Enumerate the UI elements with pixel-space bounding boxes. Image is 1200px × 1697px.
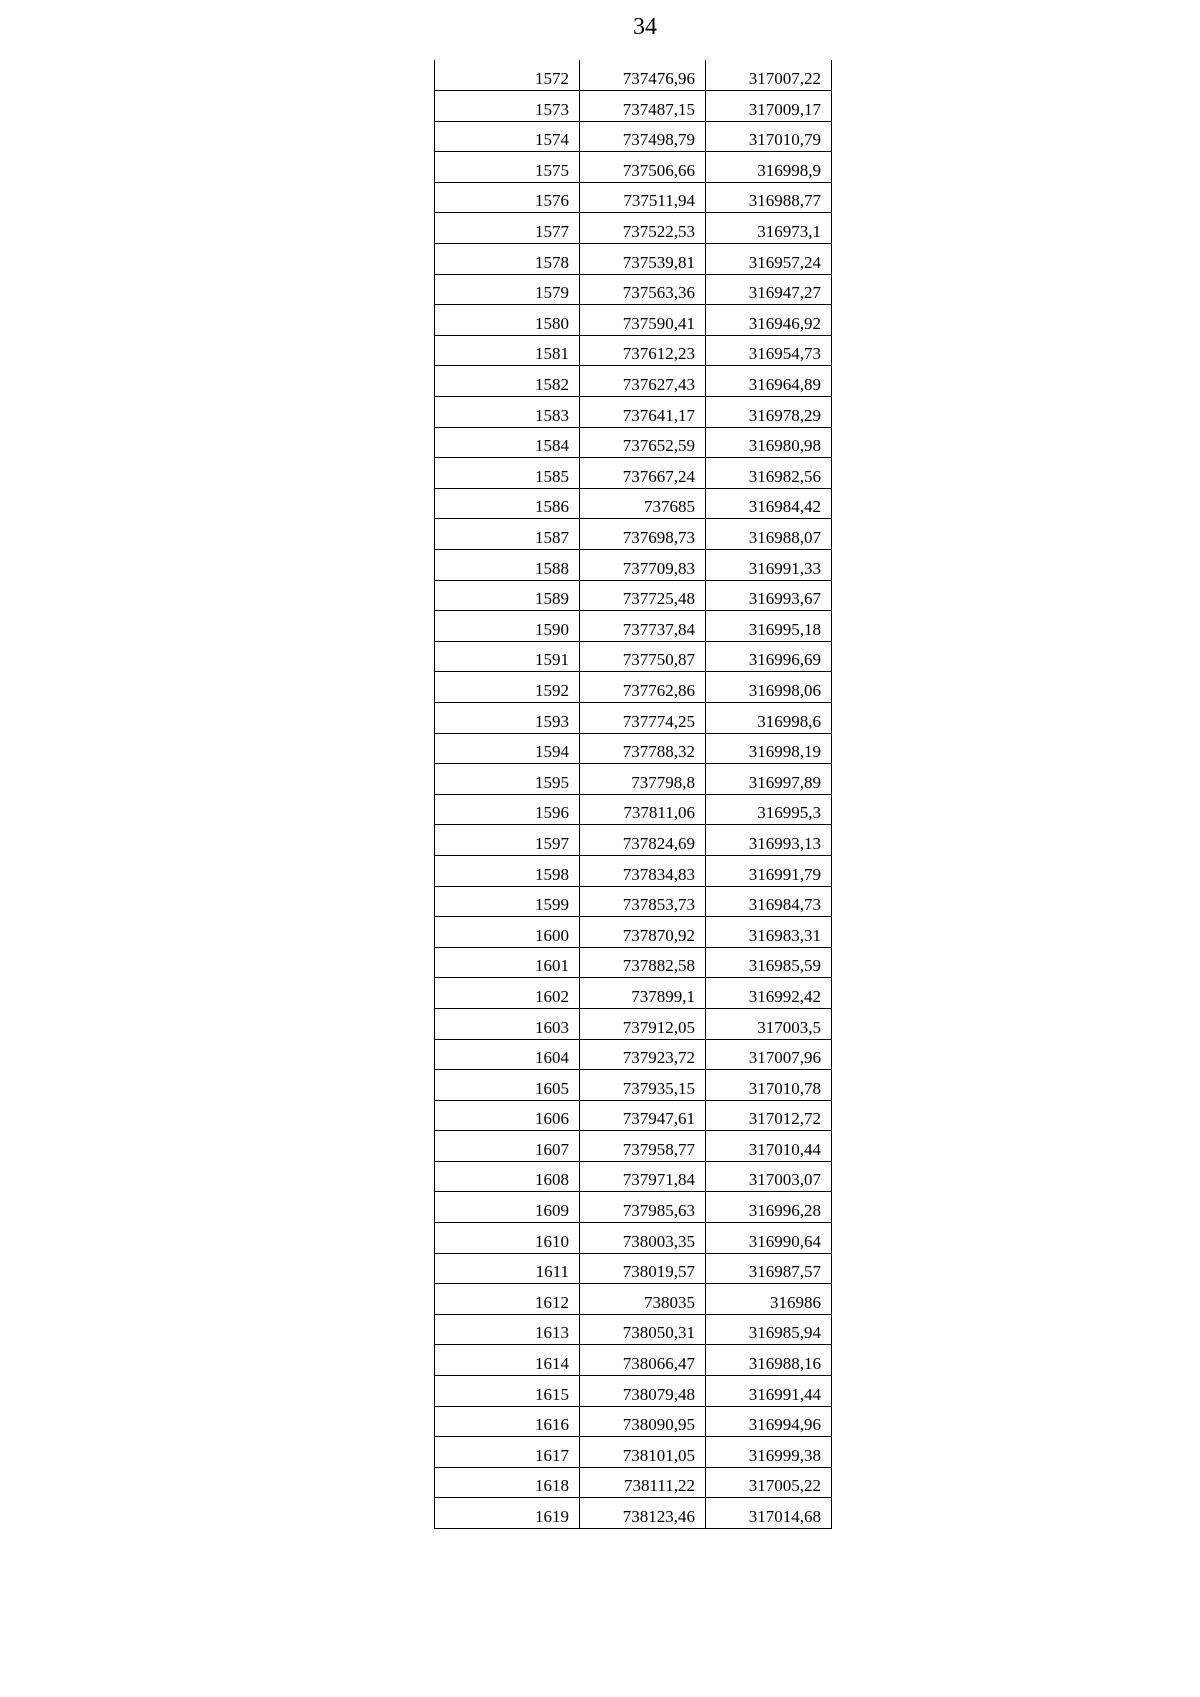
table-row [435, 335, 832, 366]
y-coordinate-cell: 317003,5 [706, 1008, 832, 1039]
point-number-cell: 1580 [435, 305, 580, 336]
x-coordinate-cell: 737725,48 [580, 580, 706, 611]
x-coordinate-cell: 737590,41 [580, 305, 706, 336]
x-coordinate-cell: 737667,24 [580, 458, 706, 489]
table-row [435, 519, 832, 550]
table-row [435, 1192, 832, 1223]
table-row [435, 366, 832, 397]
point-number-cell: 1575 [435, 152, 580, 183]
table-row [435, 1467, 832, 1498]
table-row [435, 152, 832, 183]
point-number-cell: 1572 [435, 60, 580, 91]
table-row [435, 764, 832, 795]
y-coordinate-cell: 316947,27 [706, 274, 832, 305]
table-row [435, 488, 832, 519]
y-coordinate-cell: 316995,18 [706, 611, 832, 642]
x-coordinate-cell: 737737,84 [580, 611, 706, 642]
y-coordinate-cell: 316980,98 [706, 427, 832, 458]
point-number-cell: 1604 [435, 1039, 580, 1070]
y-coordinate-cell: 316998,9 [706, 152, 832, 183]
y-coordinate-cell: 317010,78 [706, 1070, 832, 1101]
x-coordinate-cell: 737798,8 [580, 764, 706, 795]
x-coordinate-cell: 737811,06 [580, 794, 706, 825]
table-row [435, 244, 832, 275]
table-row [435, 825, 832, 856]
table-row [435, 1376, 832, 1407]
x-coordinate-cell: 737539,81 [580, 244, 706, 275]
y-coordinate-cell: 316998,6 [706, 702, 832, 733]
x-coordinate-cell: 738101,05 [580, 1437, 706, 1468]
x-coordinate-cell: 737824,69 [580, 825, 706, 856]
table-row [435, 1437, 832, 1468]
y-coordinate-cell: 317009,17 [706, 91, 832, 122]
point-number-cell: 1609 [435, 1192, 580, 1223]
y-coordinate-cell: 317003,07 [706, 1161, 832, 1192]
y-coordinate-cell: 316973,1 [706, 213, 832, 244]
point-number-cell: 1576 [435, 182, 580, 213]
point-number-cell: 1573 [435, 91, 580, 122]
y-coordinate-cell: 316988,77 [706, 182, 832, 213]
y-coordinate-cell: 316985,59 [706, 947, 832, 978]
x-coordinate-cell: 737971,84 [580, 1161, 706, 1192]
x-coordinate-cell: 737627,43 [580, 366, 706, 397]
y-coordinate-cell: 316992,42 [706, 978, 832, 1009]
x-coordinate-cell: 737476,96 [580, 60, 706, 91]
table-row [435, 1161, 832, 1192]
point-number-cell: 1591 [435, 641, 580, 672]
point-number-cell: 1577 [435, 213, 580, 244]
y-coordinate-cell: 317005,22 [706, 1467, 832, 1498]
point-number-cell: 1618 [435, 1467, 580, 1498]
x-coordinate-cell: 737652,59 [580, 427, 706, 458]
x-coordinate-cell: 737487,15 [580, 91, 706, 122]
point-number-cell: 1615 [435, 1376, 580, 1407]
x-coordinate-cell: 737563,36 [580, 274, 706, 305]
x-coordinate-cell: 737947,61 [580, 1100, 706, 1131]
y-coordinate-cell: 316995,3 [706, 794, 832, 825]
table-row [435, 1070, 832, 1101]
point-number-cell: 1594 [435, 733, 580, 764]
table-row [435, 121, 832, 152]
table-row [435, 733, 832, 764]
page-number: 34 [633, 14, 657, 40]
point-number-cell: 1599 [435, 886, 580, 917]
table-row [435, 1008, 832, 1039]
x-coordinate-cell: 737834,83 [580, 855, 706, 886]
x-coordinate-cell: 738003,35 [580, 1223, 706, 1254]
table-row [435, 458, 832, 489]
point-number-cell: 1606 [435, 1100, 580, 1131]
table-row [435, 855, 832, 886]
table-row [435, 978, 832, 1009]
y-coordinate-cell: 316998,19 [706, 733, 832, 764]
x-coordinate-cell: 737935,15 [580, 1070, 706, 1101]
y-coordinate-cell: 316986 [706, 1284, 832, 1315]
point-number-cell: 1611 [435, 1253, 580, 1284]
y-coordinate-cell: 317014,68 [706, 1498, 832, 1529]
point-number-cell: 1612 [435, 1284, 580, 1315]
table-row [435, 702, 832, 733]
x-coordinate-cell: 737612,23 [580, 335, 706, 366]
y-coordinate-cell: 316978,29 [706, 397, 832, 428]
point-number-cell: 1584 [435, 427, 580, 458]
x-coordinate-cell: 738079,48 [580, 1376, 706, 1407]
x-coordinate-cell: 737698,73 [580, 519, 706, 550]
y-coordinate-cell: 316990,64 [706, 1223, 832, 1254]
y-coordinate-cell: 316991,44 [706, 1376, 832, 1407]
x-coordinate-cell: 737762,86 [580, 672, 706, 703]
table-row [435, 1498, 832, 1529]
point-number-cell: 1619 [435, 1498, 580, 1529]
table-row [435, 550, 832, 581]
table-row [435, 1223, 832, 1254]
point-number-cell: 1610 [435, 1223, 580, 1254]
table-row [435, 427, 832, 458]
y-coordinate-cell: 316988,16 [706, 1345, 832, 1376]
point-number-cell: 1587 [435, 519, 580, 550]
y-coordinate-cell: 317007,96 [706, 1039, 832, 1070]
table-row [435, 1284, 832, 1315]
y-coordinate-cell: 316993,67 [706, 580, 832, 611]
point-number-cell: 1597 [435, 825, 580, 856]
x-coordinate-cell: 737641,17 [580, 397, 706, 428]
x-coordinate-cell: 737912,05 [580, 1008, 706, 1039]
table-row [435, 1100, 832, 1131]
table-row [435, 1039, 832, 1070]
table-row [435, 886, 832, 917]
x-coordinate-cell: 738019,57 [580, 1253, 706, 1284]
point-number-cell: 1589 [435, 580, 580, 611]
x-coordinate-cell: 737774,25 [580, 702, 706, 733]
point-number-cell: 1602 [435, 978, 580, 1009]
x-coordinate-cell: 738090,95 [580, 1406, 706, 1437]
x-coordinate-cell: 737506,66 [580, 152, 706, 183]
table-row [435, 672, 832, 703]
x-coordinate-cell: 737498,79 [580, 121, 706, 152]
table-row [435, 305, 832, 336]
x-coordinate-cell: 738035 [580, 1284, 706, 1315]
y-coordinate-cell: 317010,44 [706, 1131, 832, 1162]
x-coordinate-cell: 737882,58 [580, 947, 706, 978]
x-coordinate-cell: 738123,46 [580, 1498, 706, 1529]
x-coordinate-cell: 737709,83 [580, 550, 706, 581]
y-coordinate-cell: 316994,96 [706, 1406, 832, 1437]
table-row [435, 641, 832, 672]
point-number-cell: 1586 [435, 488, 580, 519]
point-number-cell: 1592 [435, 672, 580, 703]
point-number-cell: 1603 [435, 1008, 580, 1039]
point-number-cell: 1590 [435, 611, 580, 642]
table-row [435, 397, 832, 428]
y-coordinate-cell: 316991,33 [706, 550, 832, 581]
x-coordinate-cell: 737685 [580, 488, 706, 519]
table-row [435, 182, 832, 213]
x-coordinate-cell: 738050,31 [580, 1314, 706, 1345]
x-coordinate-cell: 737985,63 [580, 1192, 706, 1223]
y-coordinate-cell: 316946,92 [706, 305, 832, 336]
point-number-cell: 1613 [435, 1314, 580, 1345]
y-coordinate-cell: 316982,56 [706, 458, 832, 489]
table-row [435, 60, 832, 91]
point-number-cell: 1578 [435, 244, 580, 275]
y-coordinate-cell: 316996,69 [706, 641, 832, 672]
point-number-cell: 1607 [435, 1131, 580, 1162]
table-row [435, 213, 832, 244]
table-body [435, 60, 832, 1529]
point-number-cell: 1608 [435, 1161, 580, 1192]
point-number-cell: 1616 [435, 1406, 580, 1437]
y-coordinate-cell: 316984,73 [706, 886, 832, 917]
y-coordinate-cell: 316993,13 [706, 825, 832, 856]
x-coordinate-cell: 737511,94 [580, 182, 706, 213]
y-coordinate-cell: 316988,07 [706, 519, 832, 550]
table-row [435, 1406, 832, 1437]
point-number-cell: 1579 [435, 274, 580, 305]
y-coordinate-cell: 316964,89 [706, 366, 832, 397]
point-number-cell: 1593 [435, 702, 580, 733]
table-row [435, 1253, 832, 1284]
table-row [435, 947, 832, 978]
point-number-cell: 1581 [435, 335, 580, 366]
point-number-cell: 1583 [435, 397, 580, 428]
point-number-cell: 1574 [435, 121, 580, 152]
y-coordinate-cell: 316998,06 [706, 672, 832, 703]
point-number-cell: 1588 [435, 550, 580, 581]
point-number-cell: 1614 [435, 1345, 580, 1376]
y-coordinate-cell: 316996,28 [706, 1192, 832, 1223]
x-coordinate-cell: 738066,47 [580, 1345, 706, 1376]
point-number-cell: 1600 [435, 917, 580, 948]
x-coordinate-cell: 737899,1 [580, 978, 706, 1009]
table-row [435, 274, 832, 305]
point-number-cell: 1605 [435, 1070, 580, 1101]
point-number-cell: 1582 [435, 366, 580, 397]
table-row [435, 91, 832, 122]
table-row [435, 917, 832, 948]
x-coordinate-cell: 737750,87 [580, 641, 706, 672]
x-coordinate-cell: 737923,72 [580, 1039, 706, 1070]
y-coordinate-cell: 317012,72 [706, 1100, 832, 1131]
y-coordinate-cell: 316987,57 [706, 1253, 832, 1284]
y-coordinate-cell: 316957,24 [706, 244, 832, 275]
y-coordinate-cell: 316983,31 [706, 917, 832, 948]
y-coordinate-cell: 316991,79 [706, 855, 832, 886]
y-coordinate-cell: 316985,94 [706, 1314, 832, 1345]
x-coordinate-cell: 737958,77 [580, 1131, 706, 1162]
table-row [435, 1314, 832, 1345]
point-number-cell: 1598 [435, 855, 580, 886]
point-number-cell: 1595 [435, 764, 580, 795]
y-coordinate-cell: 316954,73 [706, 335, 832, 366]
y-coordinate-cell: 316984,42 [706, 488, 832, 519]
point-number-cell: 1617 [435, 1437, 580, 1468]
table-row [435, 1345, 832, 1376]
x-coordinate-cell: 737788,32 [580, 733, 706, 764]
point-number-cell: 1585 [435, 458, 580, 489]
table-row [435, 794, 832, 825]
x-coordinate-cell: 737522,53 [580, 213, 706, 244]
table-row [435, 611, 832, 642]
y-coordinate-cell: 316999,38 [706, 1437, 832, 1468]
x-coordinate-cell: 738111,22 [580, 1467, 706, 1498]
table-row [435, 580, 832, 611]
coordinates-table [434, 60, 832, 1529]
point-number-cell: 1596 [435, 794, 580, 825]
x-coordinate-cell: 737853,73 [580, 886, 706, 917]
y-coordinate-cell: 316997,89 [706, 764, 832, 795]
point-number-cell: 1601 [435, 947, 580, 978]
y-coordinate-cell: 317007,22 [706, 60, 832, 91]
table-row [435, 1131, 832, 1162]
y-coordinate-cell: 317010,79 [706, 121, 832, 152]
x-coordinate-cell: 737870,92 [580, 917, 706, 948]
